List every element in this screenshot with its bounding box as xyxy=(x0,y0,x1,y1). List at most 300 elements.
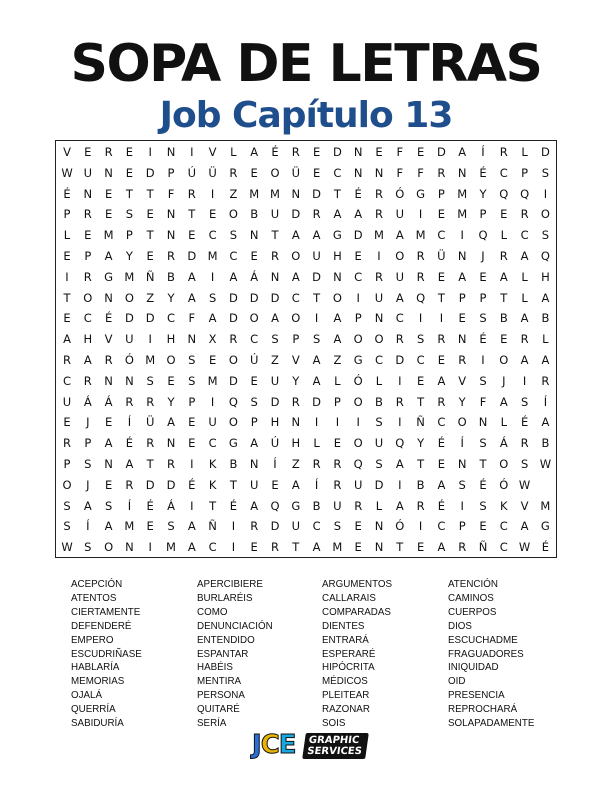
grid-cell: S xyxy=(541,165,550,180)
grid-cell: C xyxy=(312,519,321,534)
grid-cell: U xyxy=(312,249,321,263)
grid-cell: Ü xyxy=(291,165,300,180)
grid-cell: D xyxy=(145,477,155,492)
grid-cell: T xyxy=(396,540,404,555)
grid-cell: Ó xyxy=(395,519,405,534)
grid-cell: G xyxy=(353,353,363,367)
grid-cell: N xyxy=(166,145,176,159)
word-item: SABIDURÍA xyxy=(71,718,124,730)
grid-cell: A xyxy=(333,207,342,222)
grid-cell: D xyxy=(436,145,446,159)
grid-cell: B xyxy=(250,207,259,222)
grid-cell: R xyxy=(458,353,467,367)
grid-cell: N xyxy=(104,373,113,388)
grid-cell: M xyxy=(145,353,156,367)
grid-cell: B xyxy=(499,311,508,326)
word-item: ENTENDIDO xyxy=(197,634,255,646)
grid-cell: E xyxy=(416,540,425,555)
grid-cell: R xyxy=(541,373,550,388)
grid-cell: E xyxy=(354,540,362,555)
grid-cell: W xyxy=(518,477,531,492)
word-item: DIOS xyxy=(448,620,472,632)
grid-cell: E xyxy=(63,415,71,430)
grid-cell: E xyxy=(250,540,258,555)
grid-cell: Q xyxy=(520,186,530,201)
grid-cell: R xyxy=(520,207,529,222)
grid-cell: Ó xyxy=(124,353,134,367)
grid-cell: Y xyxy=(125,249,133,263)
grid-cell: A xyxy=(541,290,550,305)
grid-cell: Ú xyxy=(270,436,280,451)
grid-cell: L xyxy=(500,415,507,430)
grid-cell: A xyxy=(458,269,467,284)
grid-cell: R xyxy=(375,207,383,222)
grid-cell: S xyxy=(63,519,71,534)
word-column xyxy=(322,578,447,731)
grid-cell: I xyxy=(190,457,194,471)
grid-cell: E xyxy=(188,415,196,430)
grid-cell: I xyxy=(439,311,444,326)
grid-cell: D xyxy=(124,311,134,326)
grid-cell: R xyxy=(437,394,446,409)
grid-cell: P xyxy=(458,519,466,534)
grid-cell: S xyxy=(479,436,487,451)
grid-cell: É xyxy=(479,477,487,492)
grid-cell: D xyxy=(228,373,238,388)
word-item: COMO xyxy=(197,606,228,618)
grid-cell: A xyxy=(499,269,508,284)
grid-cell: U xyxy=(333,498,342,513)
word-column xyxy=(71,578,196,731)
grid-cell: S xyxy=(146,373,154,388)
grid-cell: R xyxy=(63,353,71,367)
grid-cell: É xyxy=(437,498,446,513)
grid-cell: S xyxy=(375,415,383,430)
grid-row xyxy=(56,204,556,224)
word-item: SOIS xyxy=(322,718,346,730)
grid-cell: Í xyxy=(314,477,319,492)
grid-cell: T xyxy=(63,290,71,305)
grid-cell: T xyxy=(146,186,154,201)
grid-cell: N xyxy=(187,332,197,347)
grid-cell: C xyxy=(208,228,217,243)
grid-cell: C xyxy=(520,228,529,243)
grid-cell: S xyxy=(84,540,92,555)
grid-cell: I xyxy=(314,415,319,430)
grid-cell: R xyxy=(416,498,425,513)
grid-cell: R xyxy=(250,519,259,534)
grid-cell: Z xyxy=(229,186,238,201)
grid-cell: A xyxy=(312,228,321,243)
grid-cell: Y xyxy=(167,290,175,305)
grid-cell: S xyxy=(312,332,321,347)
grid-cell: Ü xyxy=(437,249,446,263)
grid-row xyxy=(56,267,556,287)
grid-cell: É xyxy=(125,436,134,451)
grid-row xyxy=(56,433,556,453)
grid-cell: F xyxy=(396,165,404,180)
grid-row xyxy=(56,516,556,536)
grid-cell: T xyxy=(417,457,425,471)
grid-cell: Ñ xyxy=(145,269,155,284)
grid-cell: E xyxy=(208,353,217,367)
grid-cell: N xyxy=(333,269,342,284)
grid-cell: R xyxy=(354,498,363,513)
grid-cell: Q xyxy=(270,498,280,513)
grid-cell: M xyxy=(249,186,260,201)
puzzle-subtitle: Job Capítulo 13 xyxy=(159,95,453,136)
grid-cell: C xyxy=(437,519,446,534)
grid-cell: R xyxy=(520,436,529,451)
grid-cell: E xyxy=(250,373,258,388)
word-item: ACEPCIÓN xyxy=(71,579,123,590)
grid-cell: M xyxy=(207,373,218,388)
word-item: QUERRÍA xyxy=(71,704,116,716)
grid-cell: D xyxy=(395,353,405,367)
word-item: MENTIRA xyxy=(197,676,242,688)
grid-cell: W xyxy=(518,540,531,555)
grid-cell: P xyxy=(354,311,362,326)
grid-cell: R xyxy=(271,540,279,555)
grid-cell: E xyxy=(125,145,134,159)
grid-cell: Q xyxy=(540,249,550,263)
grid-cell: G xyxy=(416,186,426,201)
grid-cell: É xyxy=(104,311,113,326)
grid-cell: P xyxy=(63,457,71,471)
grid-cell: Ñ xyxy=(208,519,217,534)
grid-cell: G xyxy=(332,228,342,243)
grid-cell: B xyxy=(541,436,550,451)
grid-cell: T xyxy=(479,457,487,471)
grid-cell: O xyxy=(353,332,363,347)
grid-cell: Q xyxy=(353,457,363,471)
grid-cell: I xyxy=(377,249,381,263)
grid-cell: N xyxy=(478,415,488,430)
grid-cell: E xyxy=(250,165,258,180)
grid-cell: N xyxy=(270,269,280,284)
grid-cell: V xyxy=(458,373,467,388)
grid-cell: A xyxy=(312,373,321,388)
grid-cell: Q xyxy=(416,290,426,305)
grid-cell: I xyxy=(231,519,236,534)
grid-cell: É xyxy=(271,145,279,159)
grid-cell: S xyxy=(84,457,92,471)
grid-cell: É xyxy=(229,498,238,513)
word-item: SOLAPADAMENTE xyxy=(448,718,535,730)
grid-cell: P xyxy=(437,186,445,201)
grid-cell: A xyxy=(187,519,196,534)
grid-row xyxy=(56,537,556,557)
grid-cell: C xyxy=(208,436,217,451)
grid-cell: I xyxy=(398,415,402,430)
grid-cell: N xyxy=(374,165,384,180)
grid-cell: U xyxy=(125,332,134,347)
grid-cell: I xyxy=(190,498,194,513)
grid-cell: R xyxy=(104,145,113,159)
grid-cell: E xyxy=(271,477,279,492)
grid-cell: S xyxy=(479,498,487,513)
grid-row xyxy=(56,308,556,328)
word-item: MEMORIAS xyxy=(71,676,125,688)
grid-cell: Z xyxy=(333,353,342,367)
grid-cell: A xyxy=(125,457,134,471)
word-item: EMPERO xyxy=(71,634,114,646)
word-item: CALLARAIS xyxy=(322,592,376,604)
grid-cell: D xyxy=(187,249,197,263)
word-item: ESCUDRIÑASE xyxy=(71,648,142,660)
grid-cell: S xyxy=(188,373,196,388)
grid-cell: L xyxy=(521,269,528,284)
grid-cell: E xyxy=(250,249,258,263)
word-item: PLEITEAR xyxy=(322,690,370,702)
grid-cell: E xyxy=(500,207,508,222)
grid-cell: O xyxy=(104,540,114,555)
grid-cell: O xyxy=(457,415,467,430)
grid-cell: T xyxy=(229,477,237,492)
grid-row xyxy=(56,454,556,474)
grid-cell: A xyxy=(104,519,113,534)
grid-cell: R xyxy=(125,394,134,409)
grid-cell: S xyxy=(520,394,529,409)
grid-cell: P xyxy=(479,290,487,305)
grid-cell: A xyxy=(541,415,550,430)
grid-cell: Ó xyxy=(395,186,405,201)
word-item: HABÉIS xyxy=(197,662,233,674)
grid-cell: R xyxy=(83,373,92,388)
grid-cell: Y xyxy=(167,394,175,409)
grid-cell: C xyxy=(250,332,259,347)
grid-cell: S xyxy=(416,332,425,347)
grid-cell: Ú xyxy=(187,165,196,180)
grid-cell: Z xyxy=(146,290,155,305)
grid-cell: L xyxy=(313,436,320,451)
grid-cell: A xyxy=(291,269,300,284)
grid-cell: É xyxy=(541,540,550,555)
grid-cell: Í xyxy=(86,519,90,534)
grid-cell: C xyxy=(437,415,446,430)
grid-cell: R xyxy=(312,457,321,471)
grid-cell: R xyxy=(416,249,425,263)
grid-cell: E xyxy=(104,415,113,430)
grid-cell: Í xyxy=(127,498,132,513)
grid-cell: F xyxy=(479,394,487,409)
grid-cell: W xyxy=(61,165,73,180)
grid-cell: B xyxy=(167,269,175,284)
grid-cell: U xyxy=(208,415,217,430)
grid-cell: R xyxy=(271,249,279,263)
grid-cell: D xyxy=(312,186,322,201)
grid-cell: Y xyxy=(417,436,425,451)
grid-cell: A xyxy=(354,207,363,222)
grid-cell: A xyxy=(229,269,238,284)
grid-cell: I xyxy=(314,311,319,326)
grid-cell: C xyxy=(499,165,508,180)
grid-cell: A xyxy=(187,540,196,555)
grid-cell: S xyxy=(375,457,383,471)
grid-cell: D xyxy=(270,519,280,534)
grid-cell: Q xyxy=(228,394,238,409)
grid-cell: I xyxy=(418,311,423,326)
grid-cell: G xyxy=(540,519,550,534)
grid-cell: D xyxy=(270,394,280,409)
grid-cell: O xyxy=(353,436,363,451)
grid-cell: I xyxy=(543,186,548,201)
grid-row xyxy=(56,412,556,432)
grid-cell: E xyxy=(63,249,71,263)
grid-cell: A xyxy=(104,249,113,263)
grid-cell: M xyxy=(374,228,384,243)
grid-cell: O xyxy=(353,394,363,409)
grid-cell: R xyxy=(499,145,508,159)
grid-cell: E xyxy=(104,477,113,492)
grid-cell: É xyxy=(354,186,362,201)
grid-cell: N xyxy=(249,457,259,471)
grid-cell: Ü xyxy=(145,415,155,430)
grid-cell: V xyxy=(520,498,529,513)
grid-cell: P xyxy=(125,228,133,243)
grid-cell: E xyxy=(188,436,196,451)
grid-cell: N xyxy=(353,165,363,180)
grid-cell: R xyxy=(291,394,300,409)
word-item: RAZONAR xyxy=(322,704,370,716)
grid-cell: G xyxy=(228,436,238,451)
grid-cell: D xyxy=(374,477,384,492)
grid-cell: O xyxy=(166,353,176,367)
grid-cell: N xyxy=(457,165,467,180)
grid-cell: E xyxy=(104,186,113,201)
grid-cell: M xyxy=(124,519,135,534)
grid-cell: Á xyxy=(250,269,259,284)
grid-cell: V xyxy=(63,145,71,159)
grid-cell: S xyxy=(333,519,342,534)
grid-cell: U xyxy=(270,373,280,388)
grid-cell: N xyxy=(374,519,384,534)
word-item: SERÍA xyxy=(197,718,227,730)
grid-cell: P xyxy=(521,165,529,180)
word-item: HIPÓCRITA xyxy=(322,662,375,674)
grid-cell: U xyxy=(270,207,280,222)
grid-cell: T xyxy=(125,186,133,201)
grid-cell: S xyxy=(458,477,466,492)
grid-cell: A xyxy=(291,228,300,243)
grid-cell: Á xyxy=(167,498,175,513)
grid-cell: H xyxy=(333,249,342,263)
grid-cell: S xyxy=(250,394,258,409)
grid-cell: D xyxy=(145,165,155,180)
grid-cell: O xyxy=(332,290,342,305)
grid-cell: A xyxy=(250,498,259,513)
grid-cell: R xyxy=(167,249,175,263)
grid-cell: H xyxy=(541,269,550,284)
grid-cell: R xyxy=(83,269,92,284)
grid-cell: K xyxy=(208,457,217,471)
grid-cell: Á xyxy=(83,394,92,409)
grid-cell: R xyxy=(458,540,467,555)
grid-cell: É xyxy=(146,498,154,513)
grid-cell: Í xyxy=(460,436,464,451)
grid-cell: U xyxy=(62,394,72,409)
grid-row xyxy=(56,246,556,266)
grid-cell: D xyxy=(270,290,280,305)
grid-cell: P xyxy=(188,394,196,409)
grid-cell: S xyxy=(520,457,529,471)
grid-cell: I xyxy=(460,228,464,243)
grid-cell: U xyxy=(395,269,404,284)
grid-cell: E xyxy=(354,519,362,534)
grid-cell: N xyxy=(457,457,467,471)
grid-cell: P xyxy=(292,332,300,347)
grid-cell: É xyxy=(520,415,529,430)
grid-cell: H xyxy=(270,415,280,430)
grid-cell: L xyxy=(230,145,237,159)
grid-cell: R xyxy=(437,332,446,347)
grid-cell: A xyxy=(499,394,508,409)
grid-cell: N xyxy=(166,228,176,243)
grid-cell: Í xyxy=(127,415,132,430)
grid-cell: Y xyxy=(292,373,300,388)
grid-cell: O xyxy=(249,311,259,326)
grid-cell: A xyxy=(333,311,342,326)
grid-cell: I xyxy=(460,498,464,513)
grid-cell: N xyxy=(457,332,467,347)
grid-cell: D xyxy=(228,311,238,326)
grid-cell: M xyxy=(124,269,135,284)
grid-cell: N xyxy=(166,436,176,451)
grid-cell: N xyxy=(291,415,301,430)
grid-cell: L xyxy=(521,145,528,159)
grid-cell: E xyxy=(208,207,217,222)
grid-cell: J xyxy=(86,477,90,492)
grid-cell: Y xyxy=(458,394,466,409)
grid-cell: O xyxy=(540,207,550,222)
grid-cell: C xyxy=(499,519,508,534)
grid-cell: I xyxy=(231,540,236,555)
grid-cell: R xyxy=(499,249,508,263)
grid-cell: R xyxy=(333,457,342,471)
grid-cell: A xyxy=(395,290,404,305)
grid-cell: N xyxy=(353,145,363,159)
grid-cell: I xyxy=(148,540,152,555)
grid-cell: Q xyxy=(499,186,509,201)
grid-cell: E xyxy=(146,249,154,263)
grid-row xyxy=(56,163,556,183)
word-item: MÉDICOS xyxy=(322,676,368,688)
grid-cell: U xyxy=(374,436,384,451)
grid-cell: A xyxy=(395,457,404,471)
word-item: OJALÁ xyxy=(71,690,103,702)
word-item: CIERTAMENTE xyxy=(71,606,141,618)
word-item: ESCUCHADME xyxy=(448,634,518,646)
grid-cell: E xyxy=(437,353,446,367)
grid-cell: I xyxy=(418,207,423,222)
grid-cell: R xyxy=(104,353,113,367)
word-item: APERCIBIERE xyxy=(197,579,263,590)
grid-cell: R xyxy=(229,332,238,347)
grid-cell: A xyxy=(63,332,71,347)
grid-cell: P xyxy=(458,290,466,305)
grid-cell: O xyxy=(228,353,238,367)
grid-cell: O xyxy=(499,457,509,471)
grid-cell: I xyxy=(418,519,423,534)
grid-cell: L xyxy=(334,373,341,388)
grid-cell: V xyxy=(291,353,300,367)
grid-cell: Ó xyxy=(353,373,363,388)
grid-cell: É xyxy=(479,332,487,347)
grid-cell: I xyxy=(148,332,152,347)
grid-cell: R xyxy=(395,394,404,409)
grid-cell: R xyxy=(63,436,71,451)
grid-cell: T xyxy=(271,228,279,243)
